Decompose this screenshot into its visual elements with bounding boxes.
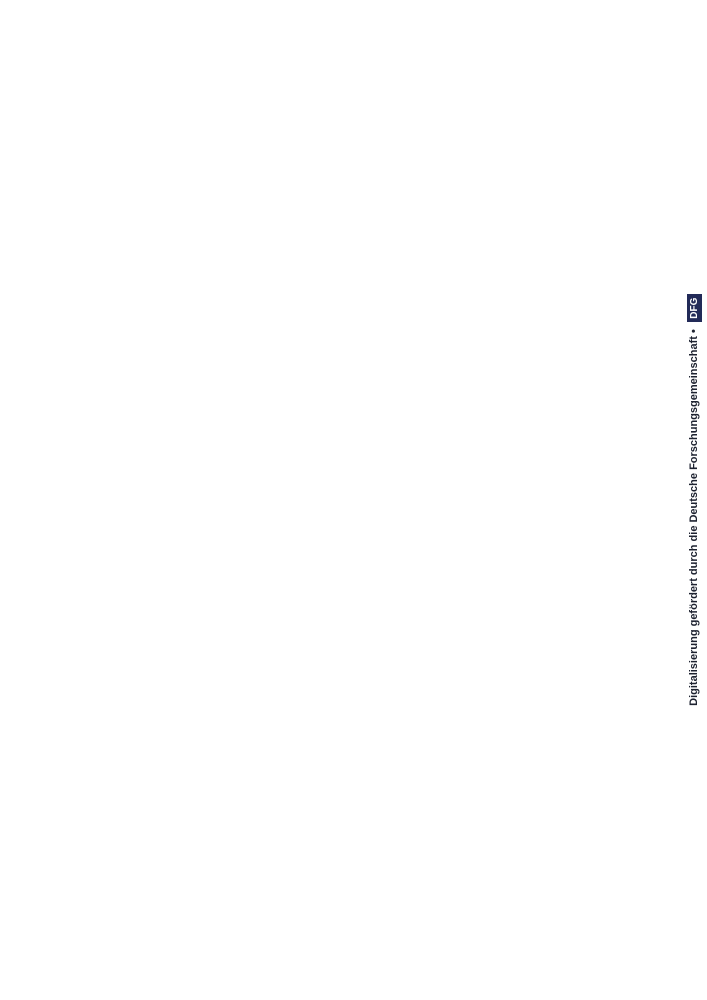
funding-notice <box>681 0 707 1000</box>
funding-text: Digitalisierung gefördert durch die Deutsche Forschungsgemeinschaft • <box>688 329 701 706</box>
funding-rotator <box>685 10 703 990</box>
dfg-logo: DFG <box>687 294 702 322</box>
